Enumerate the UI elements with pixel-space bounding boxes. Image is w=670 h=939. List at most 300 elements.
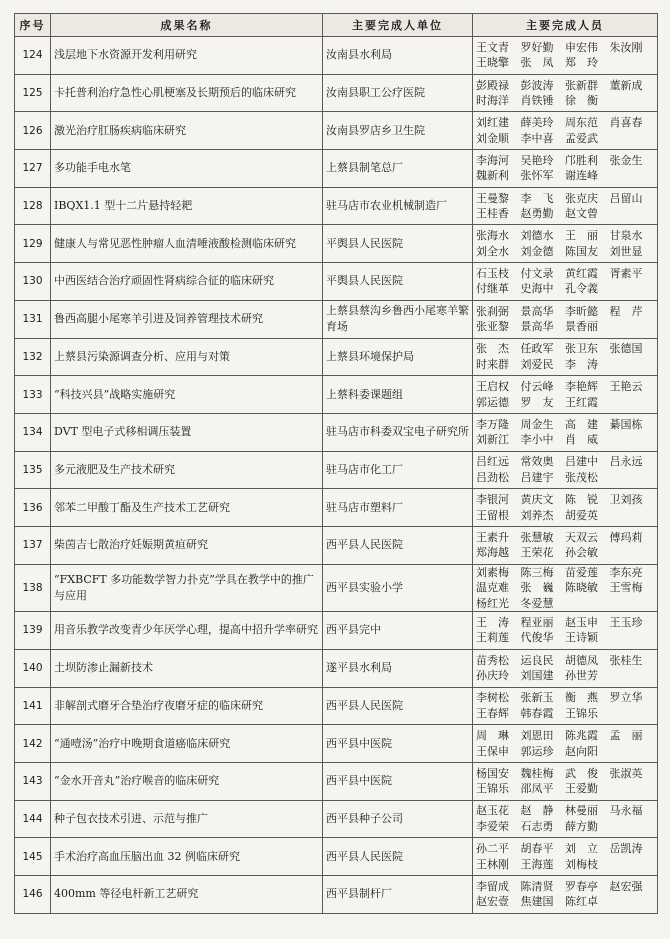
row-people bbox=[473, 263, 658, 301]
person-name: 李留成 bbox=[476, 879, 509, 893]
row-people bbox=[473, 489, 658, 527]
table-row bbox=[15, 225, 658, 263]
row-seq: 138 bbox=[15, 564, 51, 612]
row-people bbox=[473, 112, 658, 150]
row-people bbox=[473, 612, 658, 650]
person-name: 张 杰 bbox=[476, 342, 509, 356]
row-unit: 汝南县水利局 bbox=[323, 37, 473, 75]
person-name: 吕劲松 bbox=[476, 470, 509, 484]
row-title: 柴茵吉七散治疗妊娠期黄疸研究 bbox=[51, 526, 323, 564]
row-people bbox=[473, 451, 658, 489]
person-name: 程亚丽 bbox=[520, 615, 554, 629]
person-name: 李小中 bbox=[520, 433, 554, 447]
row-people bbox=[473, 225, 658, 263]
row-unit: 西平县人民医院 bbox=[323, 838, 473, 876]
person-name: 赵玉花 bbox=[476, 804, 509, 818]
person-name: 胡爱英 bbox=[565, 508, 598, 522]
person-name: 王春辉 bbox=[476, 706, 509, 720]
person-name: 刘金德 bbox=[520, 244, 554, 258]
person-name: 王诗颖 bbox=[565, 631, 598, 645]
person-name: 孔令義 bbox=[565, 282, 598, 296]
people-list bbox=[476, 266, 654, 297]
person-name: 李海河 bbox=[476, 153, 509, 167]
table-row bbox=[15, 762, 658, 800]
person-name: 邝胜利 bbox=[565, 153, 598, 167]
people-list bbox=[476, 690, 654, 721]
row-seq: 144 bbox=[15, 800, 51, 838]
person-name: 时海洋 bbox=[476, 94, 509, 108]
person-name: 任政军 bbox=[520, 342, 554, 356]
person-name: 刘养杰 bbox=[520, 508, 554, 522]
person-name: 卫刘孩 bbox=[609, 493, 643, 507]
row-unit: 西平县中医院 bbox=[323, 725, 473, 763]
table-row bbox=[15, 526, 658, 564]
person-name: 周东范 bbox=[565, 116, 598, 130]
person-name: 吴艳玲 bbox=[520, 153, 554, 167]
row-title: 鲁西高腿小尾寒羊引进及饲养管理技术研究 bbox=[51, 300, 323, 338]
person-name: 肖铁锤 bbox=[520, 94, 554, 108]
person-name: 程 芹 bbox=[609, 304, 643, 318]
people-list bbox=[476, 766, 654, 797]
row-people bbox=[473, 725, 658, 763]
person-name: 郑 玲 bbox=[565, 56, 598, 70]
row-unit: 西平县人民医院 bbox=[323, 687, 473, 725]
person-name: 李昕懿 bbox=[565, 304, 598, 318]
person-name: 陈 锐 bbox=[565, 493, 598, 507]
person-name: 李爱荣 bbox=[476, 819, 509, 833]
row-people bbox=[473, 300, 658, 338]
people-list bbox=[476, 728, 654, 759]
person-name: 孙世芳 bbox=[565, 669, 598, 683]
row-unit: 上蔡县环境保护局 bbox=[323, 338, 473, 376]
row-unit: 西平县中医院 bbox=[323, 762, 473, 800]
people-list bbox=[476, 341, 654, 372]
row-title: 手术治疗高血压脑出血 32 例临床研究 bbox=[51, 838, 323, 876]
people-list bbox=[476, 615, 654, 646]
row-unit: 西平县实验小学 bbox=[323, 564, 473, 612]
row-unit: 上蔡科委课题组 bbox=[323, 376, 473, 414]
person-name: 郭运珍 bbox=[520, 744, 554, 758]
row-seq: 127 bbox=[15, 150, 51, 188]
person-name: 景香丽 bbox=[565, 320, 598, 334]
person-name: 王荣花 bbox=[520, 546, 554, 560]
person-name: 吕红远 bbox=[476, 455, 509, 469]
person-name: 赵宏强 bbox=[609, 879, 643, 893]
table-row bbox=[15, 338, 658, 376]
table-row bbox=[15, 150, 658, 188]
person-name: 王晓擎 bbox=[476, 56, 509, 70]
person-name: 张 巍 bbox=[520, 581, 554, 595]
header-title: 成果名称 bbox=[51, 14, 323, 37]
row-title: 多功能手电水笔 bbox=[51, 150, 323, 188]
row-people bbox=[473, 74, 658, 112]
row-unit: 驻马店市化工厂 bbox=[323, 451, 473, 489]
person-name: 李艳辉 bbox=[565, 380, 598, 394]
row-title: 多元液肥及生产技术研究 bbox=[51, 451, 323, 489]
row-seq: 131 bbox=[15, 300, 51, 338]
table-row bbox=[15, 649, 658, 687]
row-unit: 西平县制杆厂 bbox=[323, 875, 473, 913]
person-name: 苗秀松 bbox=[476, 653, 509, 667]
person-name: 胥素平 bbox=[609, 266, 643, 280]
person-name: 吕留山 bbox=[609, 191, 643, 205]
person-name: 董新成 bbox=[609, 78, 643, 92]
person-name: 申宏伟 bbox=[565, 40, 598, 54]
person-name: 天双云 bbox=[565, 530, 598, 544]
person-name: 石玉枝 bbox=[476, 266, 509, 280]
row-unit: 遂平县水利局 bbox=[323, 649, 473, 687]
person-name: 付继革 bbox=[476, 282, 509, 296]
person-name: 张德国 bbox=[609, 342, 643, 356]
person-name: 罗好勤 bbox=[520, 40, 554, 54]
row-seq: 139 bbox=[15, 612, 51, 650]
row-seq: 128 bbox=[15, 187, 51, 225]
row-people bbox=[473, 338, 658, 376]
person-name: 罗春亭 bbox=[565, 879, 598, 893]
person-name: 王锦乐 bbox=[565, 706, 598, 720]
person-name: 衡 燕 bbox=[565, 691, 598, 705]
person-name: 陈清贤 bbox=[520, 879, 554, 893]
person-name: 时来群 bbox=[476, 357, 509, 371]
person-name: 胡德凤 bbox=[565, 653, 598, 667]
row-people bbox=[473, 150, 658, 188]
people-list bbox=[476, 803, 654, 834]
person-name: 王海莲 bbox=[520, 857, 554, 871]
people-list bbox=[476, 492, 654, 523]
person-name: 刘国建 bbox=[520, 669, 554, 683]
row-people bbox=[473, 187, 658, 225]
person-name: 运良民 bbox=[520, 653, 554, 667]
person-name: 陈红卓 bbox=[565, 895, 598, 909]
person-name: 綦国栋 bbox=[609, 417, 643, 431]
person-name: 张茂松 bbox=[565, 470, 598, 484]
row-people bbox=[473, 564, 658, 612]
person-name: 武 俊 bbox=[565, 766, 598, 780]
person-name: 罗立华 bbox=[609, 691, 643, 705]
person-name: 张亚黎 bbox=[476, 320, 509, 334]
row-people bbox=[473, 838, 658, 876]
person-name: 王留根 bbox=[476, 508, 509, 522]
person-name: 张慧敏 bbox=[520, 530, 554, 544]
person-name: 苗爱莲 bbox=[565, 565, 598, 579]
person-name: 王桂香 bbox=[476, 207, 509, 221]
row-unit: 驻马店市科委双宝电子研究所 bbox=[323, 413, 473, 451]
row-unit: 西平县完中 bbox=[323, 612, 473, 650]
people-list bbox=[476, 379, 654, 410]
table-row bbox=[15, 800, 658, 838]
people-list bbox=[476, 417, 654, 448]
person-name: 黄红霞 bbox=[565, 266, 598, 280]
person-name: 杨国安 bbox=[476, 766, 509, 780]
row-title: “FXBCFT 多功能数学智力扑克”学具在教学中的推广与应用 bbox=[51, 564, 323, 612]
person-name: 刘金顺 bbox=[476, 131, 509, 145]
person-name: 焦建国 bbox=[520, 895, 554, 909]
table-row bbox=[15, 687, 658, 725]
row-people bbox=[473, 687, 658, 725]
person-name: 王雪梅 bbox=[609, 581, 643, 595]
person-name: 刘 立 bbox=[565, 842, 598, 856]
row-title: 激光治疗肛肠疾病临床研究 bbox=[51, 112, 323, 150]
people-list bbox=[476, 454, 654, 485]
row-seq: 146 bbox=[15, 875, 51, 913]
table-row bbox=[15, 725, 658, 763]
row-unit: 平舆县人民医院 bbox=[323, 225, 473, 263]
person-name: 陈三梅 bbox=[520, 565, 554, 579]
person-name: 周金生 bbox=[520, 417, 554, 431]
person-name: 周 琳 bbox=[476, 729, 509, 743]
person-name: 赵向阳 bbox=[565, 744, 598, 758]
person-name: 孟爱武 bbox=[565, 131, 598, 145]
person-name: 陈兆霞 bbox=[565, 729, 598, 743]
person-name: 张克庆 bbox=[565, 191, 598, 205]
row-title: 浅层地下水资源开发利用研究 bbox=[51, 37, 323, 75]
person-name: 刘新江 bbox=[476, 433, 509, 447]
person-name: 吕永远 bbox=[609, 455, 643, 469]
row-title: 中西医结合治疗顽固性肾病综合征的临床研究 bbox=[51, 263, 323, 301]
person-name: 张海水 bbox=[476, 229, 509, 243]
person-name: 孙二平 bbox=[476, 842, 509, 856]
row-title: 卡托普利治疗急性心肌梗塞及长期预后的临床研究 bbox=[51, 74, 323, 112]
person-name: 刘德水 bbox=[520, 229, 554, 243]
person-name: 张淑英 bbox=[609, 766, 643, 780]
row-seq: 140 bbox=[15, 649, 51, 687]
row-title: 非解剖式磨牙合垫治疗夜磨牙症的临床研究 bbox=[51, 687, 323, 725]
people-list bbox=[476, 879, 654, 910]
table-row bbox=[15, 112, 658, 150]
person-name: 赵宏壹 bbox=[476, 895, 509, 909]
row-seq: 136 bbox=[15, 489, 51, 527]
row-people bbox=[473, 413, 658, 451]
table-row bbox=[15, 875, 658, 913]
row-seq: 133 bbox=[15, 376, 51, 414]
person-name: 胡春平 bbox=[520, 842, 554, 856]
row-seq: 143 bbox=[15, 762, 51, 800]
person-name: 代俊华 bbox=[520, 631, 554, 645]
people-list bbox=[476, 40, 654, 71]
person-name: 甘泉水 bbox=[609, 229, 643, 243]
table-row bbox=[15, 37, 658, 75]
row-seq: 132 bbox=[15, 338, 51, 376]
row-seq: 137 bbox=[15, 526, 51, 564]
person-name: 谢连峰 bbox=[565, 169, 598, 183]
people-list bbox=[476, 78, 654, 109]
table-row bbox=[15, 376, 658, 414]
table-row bbox=[15, 300, 658, 338]
table-row bbox=[15, 612, 658, 650]
header-unit: 主要完成人单位 bbox=[323, 14, 473, 37]
table-row bbox=[15, 489, 658, 527]
person-name: 肖喜春 bbox=[609, 116, 643, 130]
people-list bbox=[476, 841, 654, 872]
person-name: 李树松 bbox=[476, 691, 509, 705]
row-seq: 130 bbox=[15, 263, 51, 301]
person-name: 郑海越 bbox=[476, 546, 509, 560]
person-name: 王保申 bbox=[476, 744, 509, 758]
people-list bbox=[476, 653, 654, 684]
person-name: 吕建中 bbox=[565, 455, 598, 469]
person-name: 陈晓敏 bbox=[565, 581, 598, 595]
row-title: “金水开音丸”治疗喉音的临床研究 bbox=[51, 762, 323, 800]
row-title: IBQX1.1 型十二片悬持轻耙 bbox=[51, 187, 323, 225]
person-name: 王曼黎 bbox=[476, 191, 509, 205]
person-name: 赵玉申 bbox=[565, 615, 598, 629]
person-name: 王艳云 bbox=[609, 380, 643, 394]
row-title: 用音乐教学改变青少年厌学心理，提高中招升学率研究 bbox=[51, 612, 323, 650]
row-unit: 驻马店市农业机械制造厂 bbox=[323, 187, 473, 225]
row-unit: 西平县人民医院 bbox=[323, 526, 473, 564]
person-name: 李万隆 bbox=[476, 417, 509, 431]
row-unit: 上蔡县蔡沟乡鲁西小尾寒羊繁育场 bbox=[323, 300, 473, 338]
person-name: 魏新利 bbox=[476, 169, 509, 183]
person-name: 韩春霞 bbox=[520, 706, 554, 720]
person-name: 邵凤平 bbox=[520, 782, 554, 796]
people-list bbox=[476, 115, 654, 146]
row-title: 上蔡县污染源调查分析、应用与对策 bbox=[51, 338, 323, 376]
person-name: 温克难 bbox=[476, 581, 509, 595]
person-name: 李中喜 bbox=[520, 131, 554, 145]
row-title: 邻苯二甲酸丁酯及生产技术工艺研究 bbox=[51, 489, 323, 527]
row-unit: 上蔡县制笔总厂 bbox=[323, 150, 473, 188]
person-name: 王素升 bbox=[476, 530, 509, 544]
person-name: 常效奥 bbox=[520, 455, 554, 469]
person-name: 王玉珍 bbox=[609, 615, 643, 629]
person-name: 李 涛 bbox=[565, 357, 598, 371]
person-name: 王莉莲 bbox=[476, 631, 509, 645]
table-row bbox=[15, 74, 658, 112]
person-name: 吕建宇 bbox=[520, 470, 554, 484]
row-title: 种子包衣技术引进、示范与推广 bbox=[51, 800, 323, 838]
person-name: 张怀军 bbox=[520, 169, 554, 183]
person-name: 张刹弼 bbox=[476, 304, 509, 318]
person-name: 刘爱民 bbox=[520, 357, 554, 371]
table-row bbox=[15, 413, 658, 451]
header-row bbox=[15, 14, 658, 37]
person-name: 杨红光 bbox=[476, 596, 509, 610]
row-unit: 驻马店市塑料厂 bbox=[323, 489, 473, 527]
person-name: 岳凯涛 bbox=[609, 842, 643, 856]
row-seq: 134 bbox=[15, 413, 51, 451]
person-name: 张新群 bbox=[565, 78, 598, 92]
person-name: 王红霞 bbox=[565, 395, 598, 409]
person-name: 陈国友 bbox=[565, 244, 598, 258]
row-people bbox=[473, 800, 658, 838]
person-name: 林曼丽 bbox=[565, 804, 598, 818]
row-people bbox=[473, 37, 658, 75]
people-list bbox=[476, 304, 654, 335]
person-name: 王启权 bbox=[476, 380, 509, 394]
row-title: 400mm 等径电杆新工艺研究 bbox=[51, 875, 323, 913]
row-seq: 141 bbox=[15, 687, 51, 725]
awards-table bbox=[14, 13, 658, 914]
person-name: 冬爱慧 bbox=[520, 596, 554, 610]
row-seq: 135 bbox=[15, 451, 51, 489]
table-row bbox=[15, 564, 658, 612]
person-name: 徐 衡 bbox=[565, 94, 598, 108]
person-name: 王锦乐 bbox=[476, 782, 509, 796]
person-name: 刘素梅 bbox=[476, 565, 509, 579]
person-name: 彭殿禄 bbox=[476, 78, 509, 92]
row-people bbox=[473, 875, 658, 913]
person-name: 付云峰 bbox=[520, 380, 554, 394]
person-name: 王爱勤 bbox=[565, 782, 598, 796]
row-unit: 汝南县职工公疗医院 bbox=[323, 74, 473, 112]
person-name: 赵勇勤 bbox=[520, 207, 554, 221]
row-unit: 西平县种子公司 bbox=[323, 800, 473, 838]
person-name: 张桂生 bbox=[609, 653, 643, 667]
person-name: 王林刚 bbox=[476, 857, 509, 871]
person-name: 王 丽 bbox=[565, 229, 598, 243]
person-name: 薛美玲 bbox=[520, 116, 554, 130]
row-seq: 126 bbox=[15, 112, 51, 150]
table-row bbox=[15, 838, 658, 876]
person-name: 赵文曾 bbox=[565, 207, 598, 221]
person-name: 赵 静 bbox=[520, 804, 554, 818]
person-name: 薛方勤 bbox=[565, 819, 598, 833]
people-list bbox=[476, 565, 654, 612]
person-name: 张新玉 bbox=[520, 691, 554, 705]
header-seq: 序号 bbox=[15, 14, 51, 37]
person-name: 刘全水 bbox=[476, 244, 509, 258]
row-people bbox=[473, 376, 658, 414]
row-seq: 145 bbox=[15, 838, 51, 876]
table-body bbox=[15, 37, 658, 914]
row-seq: 124 bbox=[15, 37, 51, 75]
person-name: 王 涛 bbox=[476, 615, 509, 629]
people-list bbox=[476, 530, 654, 561]
row-people bbox=[473, 762, 658, 800]
person-name: 李银河 bbox=[476, 493, 509, 507]
person-name: 肖 威 bbox=[565, 433, 598, 447]
row-title: “科技兴县”战略实施研究 bbox=[51, 376, 323, 414]
person-name: 李东亮 bbox=[609, 565, 643, 579]
person-name: 魏桂梅 bbox=[520, 766, 554, 780]
row-unit: 平舆县人民医院 bbox=[323, 263, 473, 301]
person-name: 傅玛莉 bbox=[609, 530, 643, 544]
person-name: 黄庆文 bbox=[520, 493, 554, 507]
row-people bbox=[473, 526, 658, 564]
row-seq: 125 bbox=[15, 74, 51, 112]
row-title: DVT 型电子式移相调压装置 bbox=[51, 413, 323, 451]
row-people bbox=[473, 649, 658, 687]
people-list bbox=[476, 153, 654, 184]
row-title: “通噎汤”治疗中晚期食道癌临床研究 bbox=[51, 725, 323, 763]
person-name: 高 建 bbox=[565, 417, 598, 431]
person-name: 王文青 bbox=[476, 40, 509, 54]
person-name: 孙会敏 bbox=[565, 546, 598, 560]
person-name: 景高华 bbox=[520, 320, 554, 334]
person-name: 石志勇 bbox=[520, 819, 554, 833]
header-people: 主要完成人员 bbox=[473, 14, 658, 37]
person-name: 刘恩田 bbox=[520, 729, 554, 743]
table-row bbox=[15, 263, 658, 301]
table-row bbox=[15, 451, 658, 489]
row-title: 健康人与常见恶性肿瘤人血清唾液酸检测临床研究 bbox=[51, 225, 323, 263]
person-name: 马永福 bbox=[609, 804, 643, 818]
person-name: 孟 丽 bbox=[609, 729, 643, 743]
person-name: 景高华 bbox=[520, 304, 554, 318]
person-name: 张 凤 bbox=[520, 56, 554, 70]
table-row bbox=[15, 187, 658, 225]
person-name: 刘梅枝 bbox=[565, 857, 598, 871]
person-name: 李 飞 bbox=[520, 191, 554, 205]
person-name: 刘红建 bbox=[476, 116, 509, 130]
person-name: 刘世显 bbox=[609, 244, 643, 258]
row-unit: 汝南县罗店乡卫生院 bbox=[323, 112, 473, 150]
person-name: 彭波涛 bbox=[520, 78, 554, 92]
person-name: 张金生 bbox=[609, 153, 643, 167]
person-name: 史海中 bbox=[520, 282, 554, 296]
person-name: 孙庆玲 bbox=[476, 669, 509, 683]
